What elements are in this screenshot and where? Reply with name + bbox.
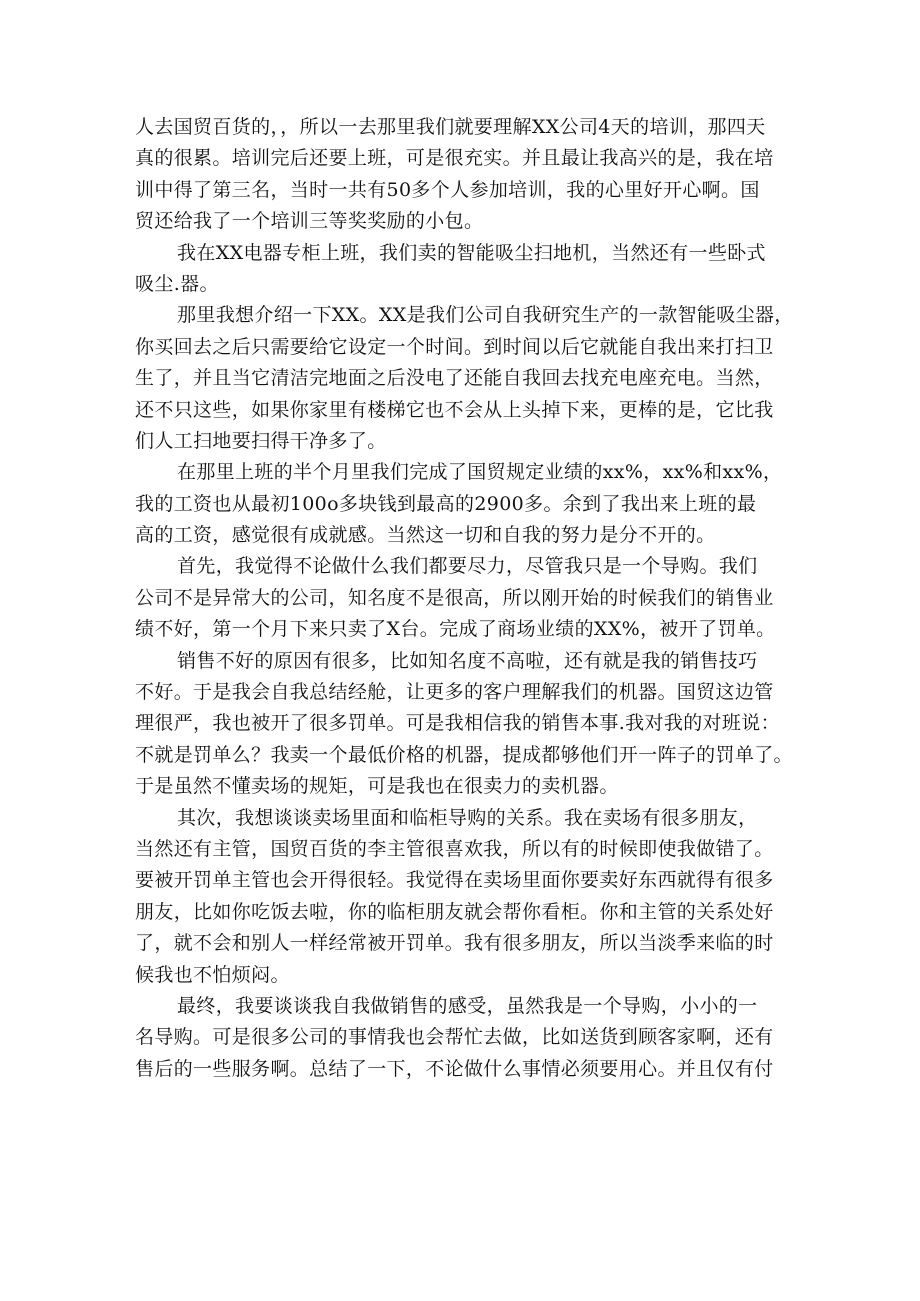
text-line: 高的工资，感觉很有成就感。当然这一切和自我的努力是分不开的。 [135,524,716,547]
text-line: 了，就不会和别人一样经常被开罚单。我有很多朋友，所以当淡季来临的时 [135,932,774,955]
text-line: 朋友，比如你吃饭去啦，你的临柜朋友就会帮你看柜。你和主管的关系处好 [135,900,774,923]
text-line: 我的工资也从最初100o多块钱到最高的2900多。余到了我出来上班的最 [135,492,757,515]
text-line: 们人工扫地要扫得干净多了。 [135,429,387,452]
text-line: 生了，并且当它清洁完地面之后没电了还能自我回去找充电座充电。当然， [135,367,774,390]
text-line: 理很严，我也被开了很多罚单。可是我相信我的销售本事.我对我的对班说： [135,712,780,735]
paragraph-first-line: 销售不好的原因有很多，比如知名度不高啦，还有就是我的销售技巧 [177,649,758,672]
paragraph-first-line: 我在XX电器专柜上班，我们卖的智能吸尘扫地机，当然还有一些卧式 [177,241,766,264]
text-line: 训中得了第三名，当时一共有50多个人参加培训，我的心里好开心啊。国 [135,178,760,201]
text-line: 候我也不怕烦闷。 [135,963,290,986]
paragraph-first-line: 那里我想介绍一下XX。XX是我们公司自我研究生产的一款智能吸尘器， [177,304,794,327]
paragraph-first-line: 首先，我觉得不论做什么我们都要尽力，尽管我只是一个导购。我们 [177,555,758,578]
text-line: 售后的一些服务啊。总结了一下，不论做什么事情必须要用心。并且仅有付 [135,1057,774,1080]
text-line: 公司不是异常大的公司，知名度不是很高，所以刚开始的时候我们的销售业 [135,586,774,609]
text-line: 不好。于是我会自我总结经舱，让更多的客户理解我们的机器。国贸这边管 [135,681,774,704]
text-line: 还不只这些，如果你家里有楼梯它也不会从上头掉下来，更棒的是，它比我 [135,398,774,421]
text-line: 要被开罚单主管也会开得很轻。我觉得在卖场里面你要卖好东西就得有很多 [135,869,774,892]
text-line: 真的很累。培训完后还要上班，可是很充实。并且最让我高兴的是，我在培 [135,147,774,170]
text-line: 不就是罚单么？我卖一个最低价格的机器，提成都够他们开一阵子的罚单了。 [135,743,793,766]
text-line: 人去国贸百货的，，所以一去那里我们就要理解XX公司4天的培训，那四天 [135,116,766,138]
text-line: 吸尘.器。 [135,272,219,295]
text-line: 于是虽然不懂卖场的规矩，可是我也在很卖力的卖机器。 [135,775,619,798]
paragraph-first-line: 其次，我想谈谈卖场里面和临柜导购的关系。我在卖场有很多朋友， [177,806,758,829]
text-line: 你买回去之后只需要给它设定一个时间。到时间以后它就能自我出来打扫卫 [135,335,774,358]
paragraph-first-line: 在那里上班的半个月里我们完成了国贸规定业绩的xx%，xx%和xx%， [177,461,783,484]
text-line: 名导购。可是很多公司的事情我也会帮忙去做，比如送货到顾客家啊，还有 [135,1026,774,1049]
text-line: 绩不好，第一个月下来只卖了X台。完成了商场业绩的XX%，被开了罚单。 [135,618,776,641]
text-line: 当然还有主管，国贸百货的李主管很喜欢我，所以有的时候即使我做错了。 [135,837,774,860]
paragraph-first-line: 最终，我要谈谈我自我做销售的感受，虽然我是一个导购，小小的一 [177,994,758,1017]
document-body [135,112,805,1085]
text-line: 贸还给我了一个培训三等奖奖励的小包。 [135,210,484,233]
